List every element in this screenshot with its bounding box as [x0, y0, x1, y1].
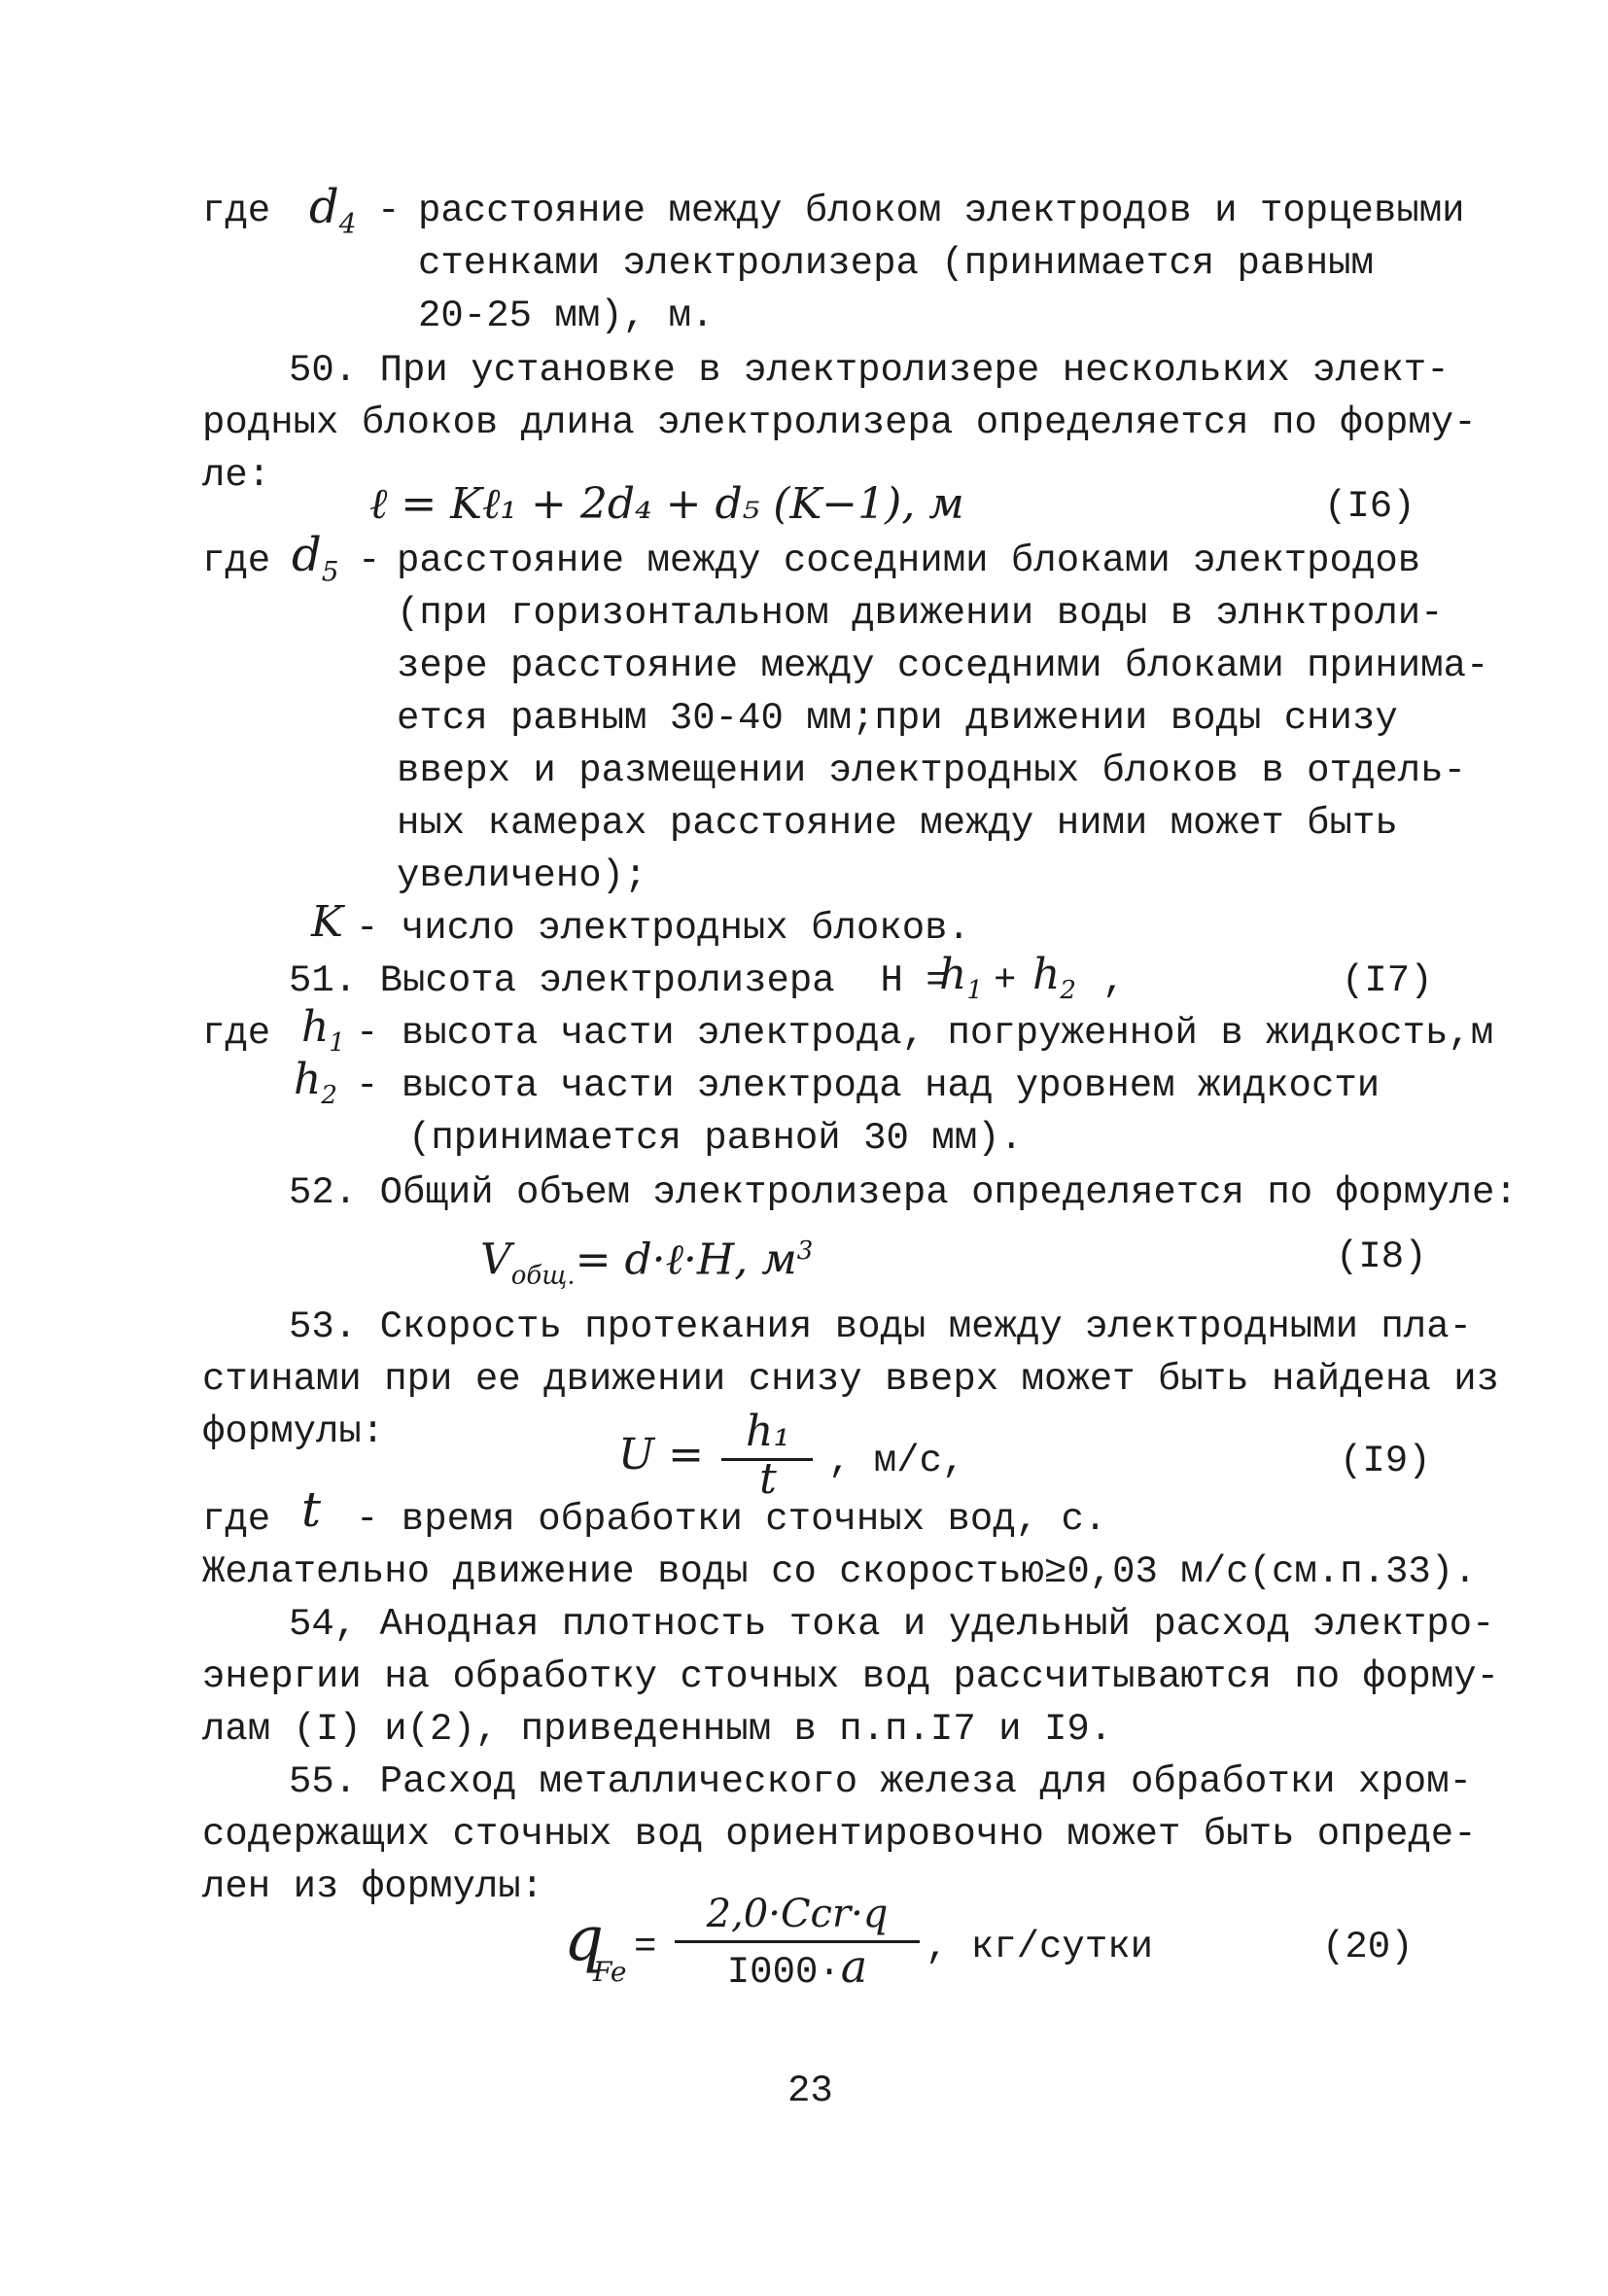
p50-line1: 50. При установке в электролизере нескольких элект-	[289, 349, 1450, 392]
d4-letter: d	[309, 180, 339, 234]
d4-where-label: где	[202, 190, 271, 232]
p51-h2	[1032, 951, 1076, 1015]
p53-where-label: где	[202, 1498, 271, 1541]
formula-19-denominator: t	[759, 1454, 777, 1504]
p51-where-label: где	[202, 1012, 271, 1055]
h2-def-line2: (принимается равной 30 мм).	[408, 1117, 1023, 1160]
formula-20-unit: , кг/сутки	[926, 1926, 1154, 1968]
formula-19-unit: , м/с,	[828, 1440, 965, 1482]
t-symbol: t	[301, 1481, 322, 1538]
d5-letter: d	[292, 528, 322, 582]
formula-19-number: (I9)	[1340, 1440, 1431, 1482]
d5-def-line: увеличено);	[397, 854, 647, 897]
d5-dash: -	[358, 539, 381, 582]
d5-subscript: 5	[321, 555, 339, 588]
d4-def-line1: расстояние между блоком электродов и торцевыми	[418, 190, 1465, 232]
p50-line3: ле:	[202, 454, 271, 497]
t-def: - время обработки сточных вод, с.	[356, 1498, 1107, 1541]
p53-line3: формулы:	[202, 1410, 385, 1453]
formula-20-lhs: q	[564, 1903, 604, 1975]
p55-line3: лен из формулы:	[202, 1865, 544, 1908]
formula-18-sub: общ.	[510, 1261, 576, 1291]
p51-h1	[939, 951, 983, 1015]
p51-comma: ,	[1102, 959, 1126, 1002]
formula-18-rhs: = d·ℓ·H, м	[575, 1235, 797, 1285]
formula-19-numerator: h₁	[746, 1407, 790, 1456]
p55-line2: содержащих сточных вод ориентировочно может быть опреде-	[202, 1813, 1477, 1856]
p50-line2: родных блоков длина электролизера определяется по форму-	[202, 401, 1477, 444]
formula-17-number: (I7)	[1342, 959, 1433, 1002]
formula-20-denominator-number: I000·	[726, 1951, 841, 1994]
d4-subscript: 4	[338, 207, 357, 240]
p53-line2: стинами при ее движении снизу вверх может быть найдена из	[202, 1358, 1500, 1401]
p53-line1: 53. Скорость протекания воды между электродными пла-	[289, 1305, 1472, 1348]
d5-def-line: ется равным 30-40 мм;при движении воды снизу	[397, 697, 1398, 740]
d5-where-label: где	[202, 539, 271, 582]
p54-line2: энергии на обработку сточных вод рассчитываются по форму-	[202, 1655, 1500, 1698]
d5-def-line: расстояние между соседними блоками электродов	[397, 539, 1421, 582]
p55-line1: 55. Расход металлического железа для обработки хром-	[289, 1760, 1472, 1803]
h2-def-sub: 2	[321, 1080, 337, 1110]
h1-def-sub: 1	[329, 1027, 345, 1058]
formula-18-sup: 3	[796, 1236, 814, 1266]
d5-def-line: вверх и размещении электродных блоков в отдель-	[397, 749, 1466, 792]
formula-20-numerator: 2,0·Ccr·q	[706, 1892, 889, 1936]
formula-19-lhs: U =	[618, 1430, 704, 1479]
page-number: 23	[787, 2070, 833, 2112]
p51-h1-letter: h	[939, 950, 967, 999]
d5-def-line: (при горизонтальном движении воды в элнктроли-	[397, 592, 1444, 635]
h1-def: - высота части электрода, погруженной в жидкость,м	[356, 1012, 1494, 1055]
formula-16-number: (I6)	[1324, 485, 1416, 528]
p51-plus: +	[994, 959, 1017, 1002]
k-def: - число электродных блоков.	[356, 907, 970, 950]
h2-def-letter: h	[294, 1055, 322, 1104]
k-symbol: K	[311, 897, 343, 947]
p51-h2-sub: 2	[1060, 975, 1076, 1005]
p53-note: Желательно движение воды со скоростью≥0,03 м/с(см.п.33).	[202, 1550, 1477, 1593]
formula-20-equals: =	[634, 1926, 657, 1968]
h1-def-letter: h	[301, 1002, 330, 1052]
d4-def-line3: 20-25 мм), м.	[418, 295, 715, 337]
formula-18-number: (I8)	[1336, 1235, 1427, 1278]
p51-h1-sub: 1	[966, 975, 983, 1005]
d4-symbol	[309, 180, 357, 249]
formula-18-lhs: V	[480, 1235, 511, 1285]
formula-16: ℓ = Kℓ₁ + 2d₄ + d₅ (K−1), м	[369, 479, 964, 529]
p54-line3: лам (I) и(2), приведенным в п.п.I7 и I9.	[202, 1708, 1113, 1751]
formula-18	[480, 1227, 813, 1300]
formula-20-lhs-sub: Fe	[593, 1956, 627, 1988]
d5-def-line: зере расстояние между соседними блоками принима-	[397, 644, 1489, 687]
p51-text: 51. Высота электролизера H =	[289, 959, 949, 1002]
formula-20-number: (20)	[1322, 1926, 1414, 1968]
h2-def-symbol	[294, 1056, 337, 1120]
p54-line1: 54, Анодная плотность тока и удельный расход электро-	[289, 1603, 1495, 1646]
p51-h2-letter: h	[1032, 950, 1061, 999]
p52-text: 52. Общий объем электролизера определяется по формуле:	[289, 1171, 1518, 1214]
d5-def-line: ных камерах расстояние между ними может быть	[397, 802, 1398, 845]
formula-20-denominator	[671, 1942, 924, 1997]
d5-symbol	[292, 528, 339, 597]
d4-def-line2: стенками электролизера (принимается равным	[418, 242, 1374, 285]
formula-20-denominator-var: a	[840, 1940, 868, 1993]
h2-def: - высота части электрода над уровнем жидкости	[356, 1064, 1381, 1107]
d4-dash: -	[377, 190, 401, 232]
